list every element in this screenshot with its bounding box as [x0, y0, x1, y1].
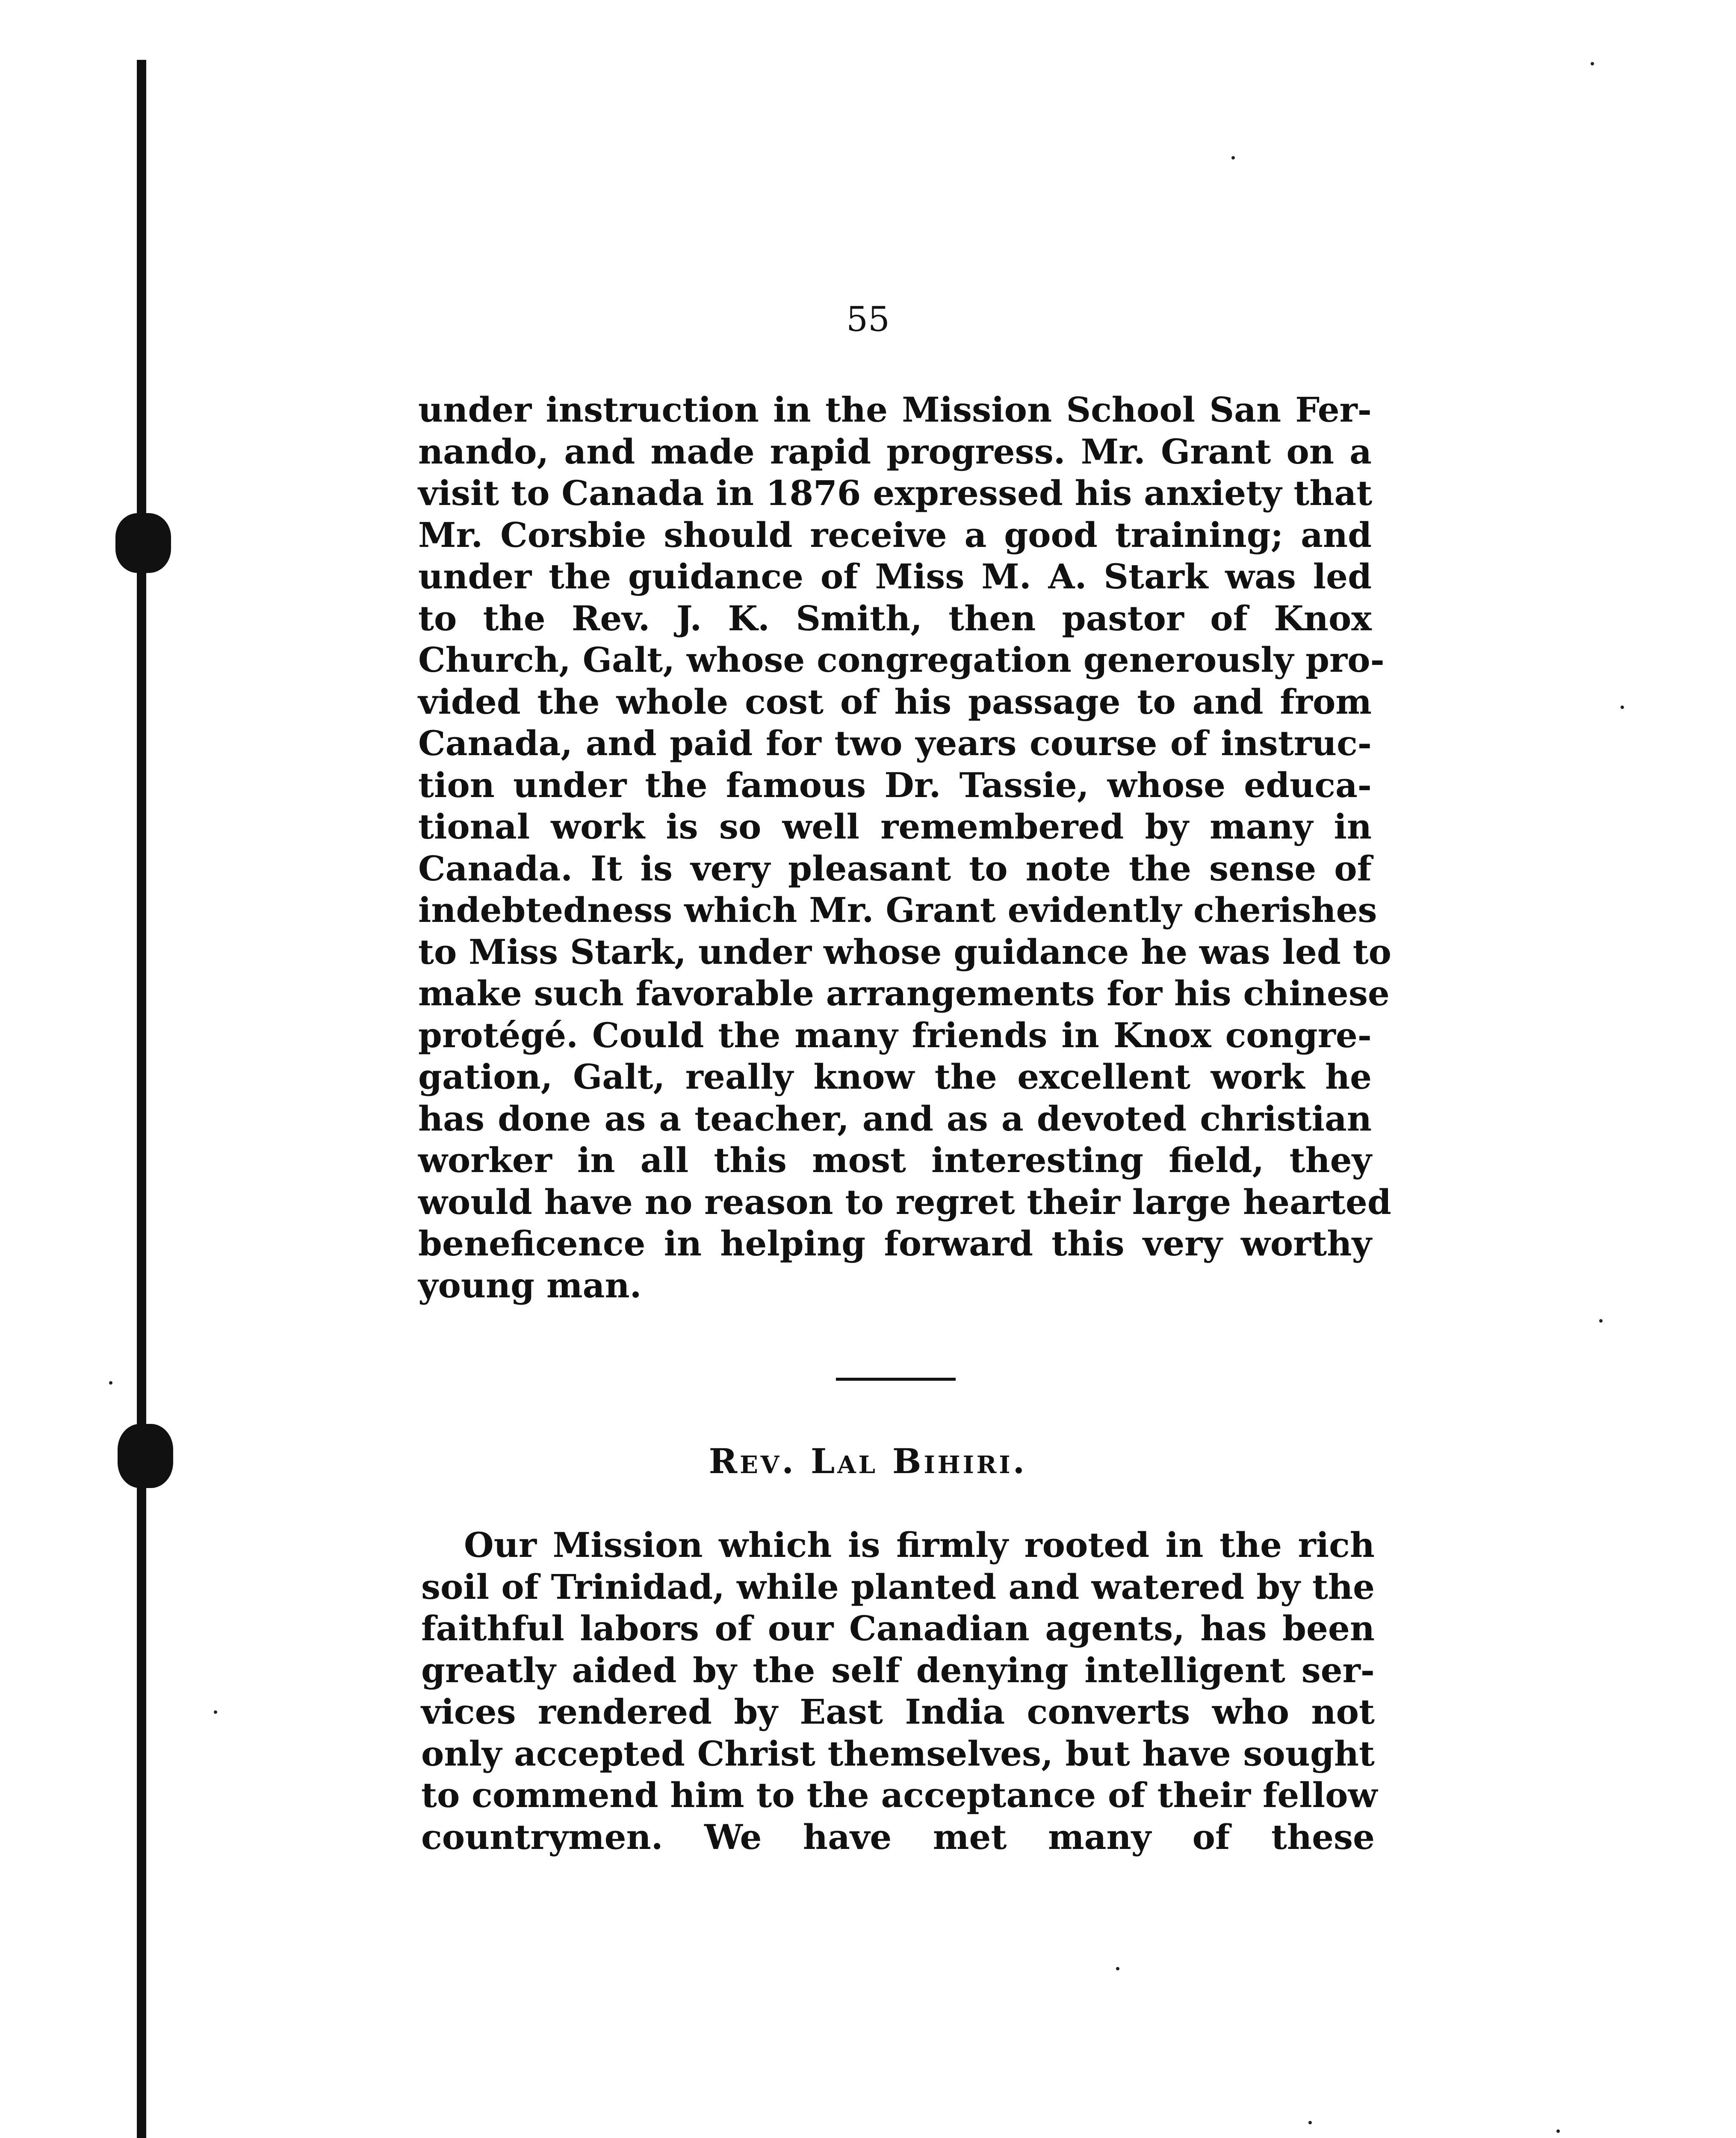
- text-line: countrymen. We have met many of these: [421, 1816, 1375, 1857]
- text-line: soil of Trinidad, while planted and watered by the: [421, 1566, 1375, 1607]
- text-line: protégé. Could the many friends in Knox congre-: [418, 1015, 1372, 1055]
- text-line: under instruction in the Mission School San Fer-: [418, 390, 1372, 430]
- scan-speck: [1556, 2129, 1560, 2133]
- text-line: vices rendered by East India converts who not: [421, 1692, 1375, 1732]
- text-line: greatly aided by the self denying intelligent ser-: [421, 1650, 1375, 1690]
- text-line: would have no reason to regret their large hearted: [418, 1181, 1391, 1222]
- text-line: tion under the famous Dr. Tassie, whose educa-: [418, 765, 1372, 805]
- text-line: only accepted Christ themselves, but have sought: [421, 1733, 1375, 1774]
- scan-speck: [1231, 156, 1235, 159]
- scan-speck: [1599, 1319, 1603, 1323]
- page-number: 55: [846, 299, 890, 339]
- text-line: vided the whole cost of his passage to and from: [418, 681, 1372, 722]
- text-line: Church, Galt, whose congregation generously pro-: [418, 640, 1385, 680]
- binding-edge: [137, 60, 146, 2138]
- scan-speck: [214, 1710, 217, 1714]
- text-line: gation, Galt, really know the excellent work he: [418, 1057, 1372, 1097]
- section-heading: Rev. Lal Bihiri.: [709, 1441, 1027, 1481]
- text-line: worker in all this most interesting field, they: [418, 1140, 1372, 1180]
- scan-speck: [1308, 2121, 1312, 2124]
- scan-speck: [1116, 1967, 1119, 1970]
- text-line: to the Rev. J. K. Smith, then pastor of Knox: [418, 598, 1372, 638]
- text-line: nando, and made rapid progress. Mr. Grant on a: [418, 431, 1372, 472]
- scan-speck: [1591, 62, 1594, 65]
- ink-blot: [115, 513, 171, 573]
- scan-speck: [1621, 706, 1624, 709]
- text-line: visit to Canada in 1876 expressed his anxiety that: [418, 473, 1373, 513]
- text-line: young man.: [418, 1265, 642, 1305]
- section-divider: [836, 1378, 956, 1381]
- paragraph-1: [418, 389, 1392, 1306]
- text-line: has done as a teacher, and as a devoted christian: [418, 1098, 1372, 1139]
- text-line: Mr. Corsbie should receive a good training; and: [418, 514, 1372, 555]
- text-line: under the guidance of Miss M. A. Stark was led: [418, 556, 1372, 597]
- paragraph-2: [421, 1524, 1378, 1858]
- text-line: Canada, and paid for two years course of instruc-: [418, 723, 1372, 763]
- text-line: Canada. It is very pleasant to note the sense of: [418, 848, 1372, 889]
- text-line: make such favorable arrangements for his chinese: [418, 973, 1390, 1013]
- scan-speck: [109, 1381, 112, 1385]
- text-line: to Miss Stark, under whose guidance he was led to: [418, 931, 1392, 972]
- text-line: indebtedness which Mr. Grant evidently cherishes: [418, 890, 1377, 930]
- text-line: to commend him to the acceptance of their fellow: [421, 1775, 1378, 1815]
- text-line: beneficence in helping forward this very worthy: [418, 1223, 1372, 1264]
- text-line: tional work is so well remembered by many in: [418, 806, 1372, 847]
- text-line: faithful labors of our Canadian agents, has been: [421, 1608, 1375, 1648]
- text-line: Our Mission which is firmly rooted in the rich: [464, 1525, 1375, 1565]
